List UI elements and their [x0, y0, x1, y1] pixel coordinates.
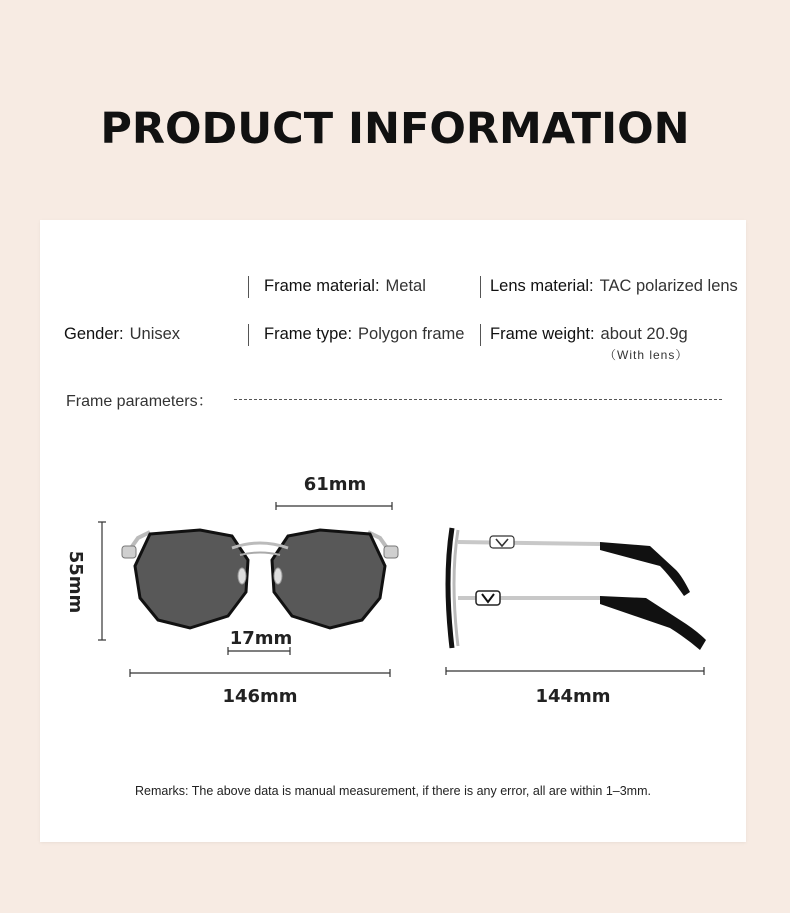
spec-value: TAC polarized lens: [599, 277, 738, 295]
front-view-glasses-icon: [122, 530, 398, 628]
spec-value: about 20.9g: [600, 325, 688, 343]
dim-lens-width: 61mm: [303, 474, 367, 495]
glasses-diagram: [40, 220, 746, 842]
spec-label: Gender:: [64, 325, 124, 343]
weight-note: （With lens）: [604, 348, 689, 362]
spec-value: Polygon frame: [358, 325, 465, 343]
product-info-card: [40, 220, 746, 842]
side-view-glasses-icon: [448, 528, 706, 650]
remarks-text: Remarks: The above data is manual measurement, if there is any error, all are within 1–3mm.: [135, 784, 651, 798]
dim-lens-height: 55mm: [65, 550, 86, 614]
spec-label: Frame material:: [264, 277, 380, 295]
spec-value: Metal: [385, 277, 426, 295]
spec-label: Lens material:: [490, 277, 594, 295]
page-title: PRODUCT INFORMATION: [100, 104, 690, 154]
frame-parameters-label: Frame parameters：: [66, 393, 214, 410]
dim-total-width: 146mm: [222, 686, 298, 707]
dim-temple-length: 144mm: [535, 686, 611, 707]
spec-label: Frame type:: [264, 325, 353, 343]
spec-label: Frame weight:: [490, 325, 595, 343]
dim-bridge: 17mm: [229, 628, 293, 649]
spec-value: Unisex: [129, 325, 181, 343]
